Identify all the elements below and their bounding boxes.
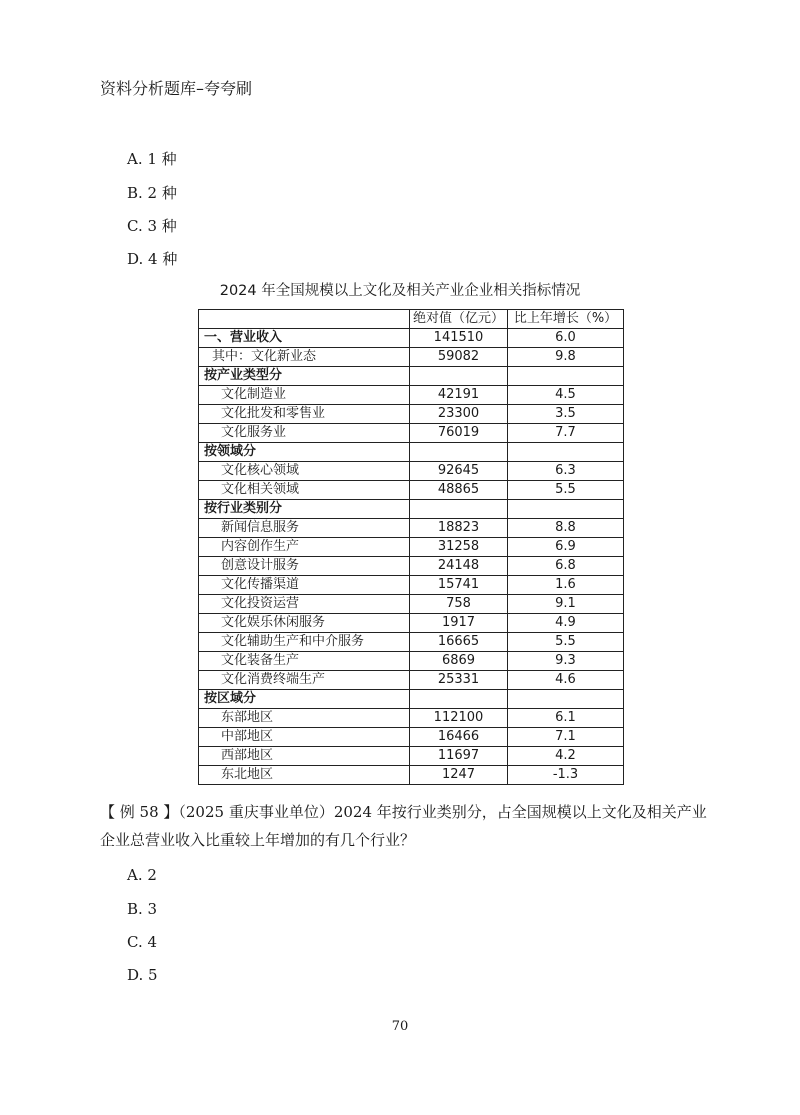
- answer-option-a: A. 2: [127, 866, 157, 884]
- table-row: [199, 766, 624, 785]
- row-value: 6869: [410, 652, 508, 671]
- row-growth: 4.9: [508, 614, 624, 633]
- table-row: [199, 519, 624, 538]
- row-label: 按产业类型分: [199, 367, 410, 386]
- row-value: 16466: [410, 728, 508, 747]
- row-value: 31258: [410, 538, 508, 557]
- row-label: 文化装备生产: [199, 652, 410, 671]
- row-growth: 9.3: [508, 652, 624, 671]
- row-growth: 7.1: [508, 728, 624, 747]
- row-label: 一、营业收入: [199, 329, 410, 348]
- row-value: 59082: [410, 348, 508, 367]
- row-value: [410, 690, 508, 709]
- row-label: 按领域分: [199, 443, 410, 462]
- header-cell-growth: 比上年增长（%）: [508, 310, 624, 329]
- row-growth: 9.8: [508, 348, 624, 367]
- indicator-table: [198, 309, 624, 785]
- table-row: [199, 443, 624, 462]
- row-label: 文化核心领域: [199, 462, 410, 481]
- row-label: 文化服务业: [199, 424, 410, 443]
- row-growth: [508, 443, 624, 462]
- row-value: [410, 500, 508, 519]
- row-value: 23300: [410, 405, 508, 424]
- row-value: [410, 367, 508, 386]
- row-growth: 4.2: [508, 747, 624, 766]
- row-label: 西部地区: [199, 747, 410, 766]
- table-row: [199, 614, 624, 633]
- header-cell-label: [199, 310, 410, 329]
- row-growth: 4.5: [508, 386, 624, 405]
- answer-option-d: D. 5: [127, 966, 158, 984]
- prev-option-d: D. 4 种: [127, 250, 178, 268]
- row-growth: 4.6: [508, 671, 624, 690]
- table-row: [199, 671, 624, 690]
- row-growth: 1.6: [508, 576, 624, 595]
- row-label: 新闻信息服务: [199, 519, 410, 538]
- table-row: [199, 557, 624, 576]
- row-growth: 5.5: [508, 481, 624, 500]
- table-row: [199, 576, 624, 595]
- row-label: 内容创作生产: [199, 538, 410, 557]
- row-value: [410, 443, 508, 462]
- table-row: [199, 500, 624, 519]
- table-title: 2024 年全国规模以上文化及相关产业企业相关指标情况: [219, 283, 581, 299]
- row-growth: 6.0: [508, 329, 624, 348]
- question-line-2: 企业总营业收入比重较上年增加的有几个行业？: [100, 831, 416, 849]
- table-row: [199, 424, 624, 443]
- row-value: 24148: [410, 557, 508, 576]
- table-row: [199, 386, 624, 405]
- row-label: 文化辅助生产和中介服务: [199, 633, 410, 652]
- row-value: 16665: [410, 633, 508, 652]
- row-value: 25331: [410, 671, 508, 690]
- row-growth: 6.1: [508, 709, 624, 728]
- table-row: [199, 595, 624, 614]
- row-value: 112100: [410, 709, 508, 728]
- row-value: 92645: [410, 462, 508, 481]
- table-row: [199, 329, 624, 348]
- row-growth: 9.1: [508, 595, 624, 614]
- row-growth: 7.7: [508, 424, 624, 443]
- row-label: 文化消费终端生产: [199, 671, 410, 690]
- table-row: [199, 728, 624, 747]
- row-growth: 6.9: [508, 538, 624, 557]
- row-label: 按区域分: [199, 690, 410, 709]
- row-value: 758: [410, 595, 508, 614]
- row-value: 141510: [410, 329, 508, 348]
- table-row: [199, 652, 624, 671]
- table-row: [199, 633, 624, 652]
- row-growth: 6.8: [508, 557, 624, 576]
- table-row: [199, 462, 624, 481]
- prev-option-c: C. 3 种: [127, 217, 177, 235]
- header-cell-value: 绝对值（亿元）: [410, 310, 508, 329]
- row-growth: [508, 690, 624, 709]
- row-value: 76019: [410, 424, 508, 443]
- table-row: [199, 747, 624, 766]
- row-label: 东部地区: [199, 709, 410, 728]
- table-header-row: [199, 310, 624, 329]
- row-label: 东北地区: [199, 766, 410, 785]
- row-label: 其中：文化新业态: [199, 348, 410, 367]
- row-label: 创意设计服务: [199, 557, 410, 576]
- row-label: 文化投资运营: [199, 595, 410, 614]
- table-row: [199, 348, 624, 367]
- table-row: [199, 481, 624, 500]
- answer-option-c: C. 4: [127, 933, 158, 951]
- answer-option-b: B. 3: [127, 900, 158, 918]
- header-title: 资料分析题库–夸夸刷: [100, 79, 253, 98]
- row-value: 1247: [410, 766, 508, 785]
- row-growth: 5.5: [508, 633, 624, 652]
- row-growth: [508, 500, 624, 519]
- table-row: [199, 538, 624, 557]
- row-label: 中部地区: [199, 728, 410, 747]
- row-value: 1917: [410, 614, 508, 633]
- row-growth: 3.5: [508, 405, 624, 424]
- row-value: 11697: [410, 747, 508, 766]
- page-number: 70: [391, 1019, 409, 1034]
- row-growth: 8.8: [508, 519, 624, 538]
- row-label: 文化制造业: [199, 386, 410, 405]
- row-label: 文化传播渠道: [199, 576, 410, 595]
- row-value: 48865: [410, 481, 508, 500]
- prev-option-a: A. 1 种: [127, 150, 177, 168]
- row-growth: 6.3: [508, 462, 624, 481]
- row-label: 文化娱乐休闲服务: [199, 614, 410, 633]
- prev-option-b: B. 2 种: [127, 184, 177, 202]
- row-value: 42191: [410, 386, 508, 405]
- table-row: [199, 709, 624, 728]
- row-label: 文化批发和零售业: [199, 405, 410, 424]
- row-value: 15741: [410, 576, 508, 595]
- question-line-1: 【 例 58 】（2025 重庆事业单位）2024 年按行业类别分，占全国规模以上文化及相关产业: [100, 803, 707, 821]
- table-row: [199, 690, 624, 709]
- row-value: 18823: [410, 519, 508, 538]
- row-label: 文化相关领域: [199, 481, 410, 500]
- row-label: 按行业类别分: [199, 500, 410, 519]
- row-growth: -1.3: [508, 766, 624, 785]
- table-row: [199, 367, 624, 386]
- table-row: [199, 405, 624, 424]
- row-growth: [508, 367, 624, 386]
